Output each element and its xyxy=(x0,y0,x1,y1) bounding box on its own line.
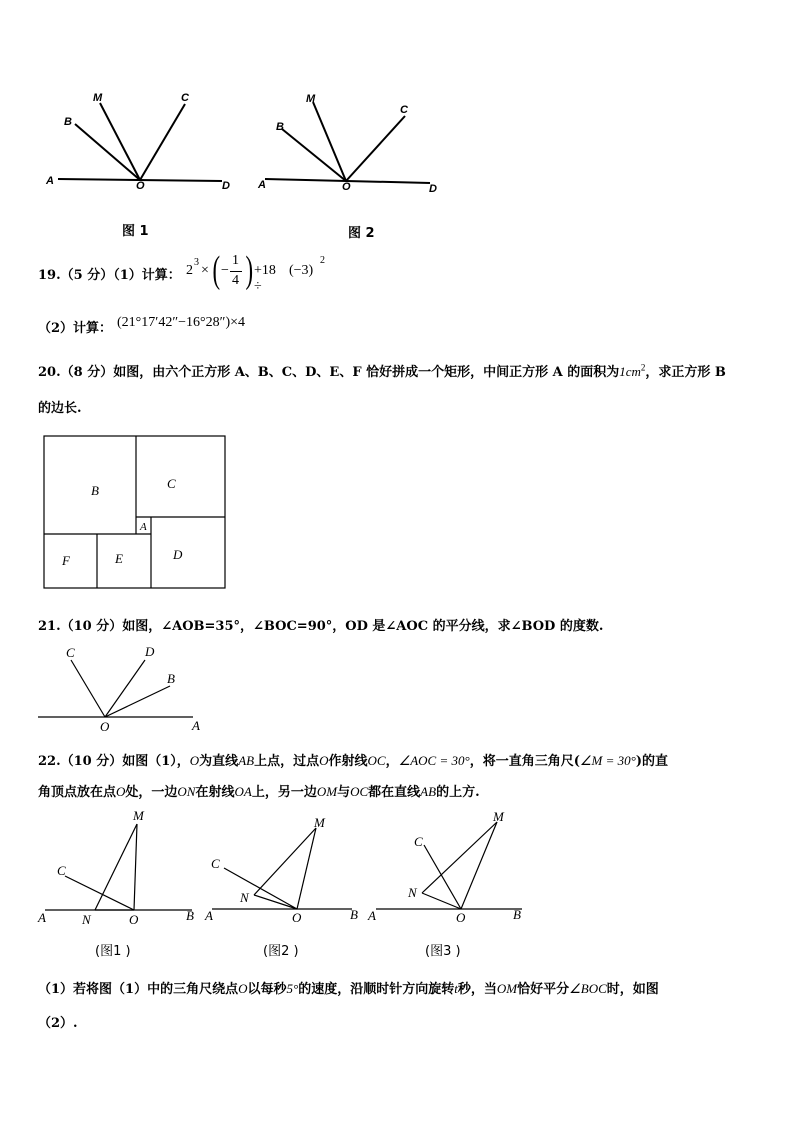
q20-label-b: B xyxy=(91,483,99,498)
fig2-label-m: M xyxy=(306,93,316,105)
q20-label-e: E xyxy=(115,551,123,566)
q22-om: OM xyxy=(316,784,338,799)
q22-p1d: 秒，当 xyxy=(457,982,497,997)
fig1-label-m: M xyxy=(93,92,103,104)
q22-part1-line1 xyxy=(38,978,659,997)
q22-fig3-label-a: A xyxy=(368,908,376,923)
fig2-label-o: O xyxy=(342,181,351,193)
fig2-label-d: D xyxy=(429,183,437,195)
q19-lparen: ( xyxy=(212,249,221,291)
q22-ab1: AB xyxy=(238,753,255,768)
q22-fig3-label-c: C xyxy=(414,834,423,849)
q19-paren-term: (−3) xyxy=(289,263,314,278)
q22-l1e: ， xyxy=(385,754,399,769)
q22-fig1-label-n: N xyxy=(82,912,91,927)
q19-part2-expr: (21°17′42″−16°28″)×4 xyxy=(117,315,246,330)
q22-fig3-label-m: M xyxy=(493,809,504,824)
fig1-label-a: A xyxy=(46,175,54,187)
fig1-caption: 图 1 xyxy=(122,224,149,239)
q21-text: 21.（10 分）如图，∠AOB=35°，∠BOC=90°，OD 是∠AOC 的平分线，求∠BOD 的度数. xyxy=(38,619,604,634)
q22-fig1-label-b: B xyxy=(186,908,194,923)
fig1-label-o: O xyxy=(136,180,145,192)
q22-fig3-label-n: N xyxy=(408,885,417,900)
q22-oa: OA xyxy=(234,784,252,799)
q20-line1-end: ，求正方形 B xyxy=(645,365,726,380)
q22-l1g: )的直 xyxy=(635,754,668,769)
q20-line1-text: 20.（8 分）如图，由六个正方形 A、B、C、D、E、F 恰好拼成一个矩形，中间正方形 A 的面积为 xyxy=(38,365,620,380)
q22-oc2: OC xyxy=(350,784,369,799)
q22-o4: O xyxy=(238,981,248,996)
q22-p1c: 的速度，沿顺时针方向旋转 xyxy=(298,982,455,997)
q22-fig3-label-o: O xyxy=(456,910,466,925)
fig2-label-a: A xyxy=(258,179,266,191)
q22-l1d: 作射线 xyxy=(328,754,368,769)
q22-fig1-label-a: A xyxy=(38,910,46,925)
q21-label-c: C xyxy=(66,645,75,660)
fig1-label-b: B xyxy=(64,116,72,128)
fig2-label-b: B xyxy=(276,121,284,133)
q19-denominator: 4 xyxy=(232,273,239,288)
q19-rest: +18 ÷ xyxy=(254,263,276,294)
q19-exp2: 2 xyxy=(320,255,325,266)
q22-p1a: （1）若将图（1）中的三角尺绕点 xyxy=(38,982,239,997)
q22-p1e: 恰好平分 xyxy=(517,982,570,997)
q22-angle-aoc: ∠AOC = 30° xyxy=(398,753,470,768)
q21-label-o: O xyxy=(100,719,110,734)
q22-fig3-label-b: B xyxy=(513,907,521,922)
q22-angle-m: ∠M = 30° xyxy=(579,753,636,768)
q22-l1c: 上点，过点 xyxy=(254,754,320,769)
q22-fig2-caption: (图2 ) xyxy=(263,944,299,959)
q19-numerator: 1 xyxy=(232,253,239,268)
q22-fig1-label-m: M xyxy=(133,808,144,823)
q20-label-d: D xyxy=(173,547,183,562)
q22-o3: O xyxy=(116,784,126,799)
fig1-label-c: C xyxy=(181,92,189,104)
q22-fig3-caption: (图3 ) xyxy=(425,944,461,959)
fig2-caption: 图 2 xyxy=(348,226,375,241)
q22-on: ON xyxy=(177,784,196,799)
fig1-label-d: D xyxy=(222,180,230,192)
q22-l1f: ，将一直角三角尺( xyxy=(469,754,580,769)
q19-base: 2 xyxy=(186,263,193,278)
q19-prefix: 19.（5 分）（1）计算： xyxy=(38,268,181,283)
q22-p1b: 以每秒 xyxy=(247,982,287,997)
q22-fig2-label-o: O xyxy=(292,910,302,925)
q22-t: t xyxy=(454,981,458,996)
q22-angle-boc: ∠BOC xyxy=(569,981,607,996)
q22-ab2: AB xyxy=(420,784,437,799)
q22-deg5: 5° xyxy=(286,981,299,996)
q22-l1b: 为直线 xyxy=(199,754,239,769)
q22-l2a: 角顶点放在点 xyxy=(38,785,117,800)
q22-l2f: 都在直线 xyxy=(368,785,421,800)
q22-om2: OM xyxy=(496,981,518,996)
q22-p1f: 时，如图 xyxy=(606,982,659,997)
q22-fig1-label-c: C xyxy=(57,863,66,878)
q22-l1a: 22.（10 分）如图（1）， xyxy=(38,754,190,769)
q22-fig2-label-b: B xyxy=(350,907,358,922)
q22-fig2-label-a: A xyxy=(205,908,213,923)
q19-part2-prefix: （2）计算： xyxy=(38,321,113,336)
q22-fig2-label-m: M xyxy=(314,815,325,830)
q20-line2: 的边长. xyxy=(38,401,82,416)
q20-unit: 1cm xyxy=(619,364,641,379)
q22-l2e: 与 xyxy=(337,785,351,800)
q20-unit-exp: 2 xyxy=(640,362,646,373)
q22-fig2-label-n: N xyxy=(240,890,249,905)
q22-fig2-label-c: C xyxy=(211,856,220,871)
q19-rparen: ) xyxy=(245,249,254,291)
q22-o1: O xyxy=(189,753,200,768)
q20-label-f: F xyxy=(62,553,70,568)
q21-label-a: A xyxy=(192,718,200,733)
q22-l2b: 处，一边 xyxy=(125,785,178,800)
q22-l2g: 的上方. xyxy=(436,785,480,800)
q20-label-a: A xyxy=(140,521,147,533)
q22-o2: O xyxy=(319,753,329,768)
q19-neg: − xyxy=(221,263,229,278)
q22-l2c: 在射线 xyxy=(195,785,235,800)
q22-part1-line2: （2）. xyxy=(38,1016,78,1031)
q22-fig1-label-o: O xyxy=(129,912,139,927)
q22-l2d: 上，另一边 xyxy=(251,785,317,800)
q21-label-b: B xyxy=(167,671,175,686)
q22-oc1: OC xyxy=(367,753,386,768)
q21-label-d: D xyxy=(145,644,155,659)
q19-exp: 3 xyxy=(194,257,199,268)
q20-label-c: C xyxy=(167,476,176,491)
fig2-label-c: C xyxy=(400,104,408,116)
q19-times: × xyxy=(201,263,209,278)
q22-fig1-caption: (图1 ) xyxy=(95,944,131,959)
